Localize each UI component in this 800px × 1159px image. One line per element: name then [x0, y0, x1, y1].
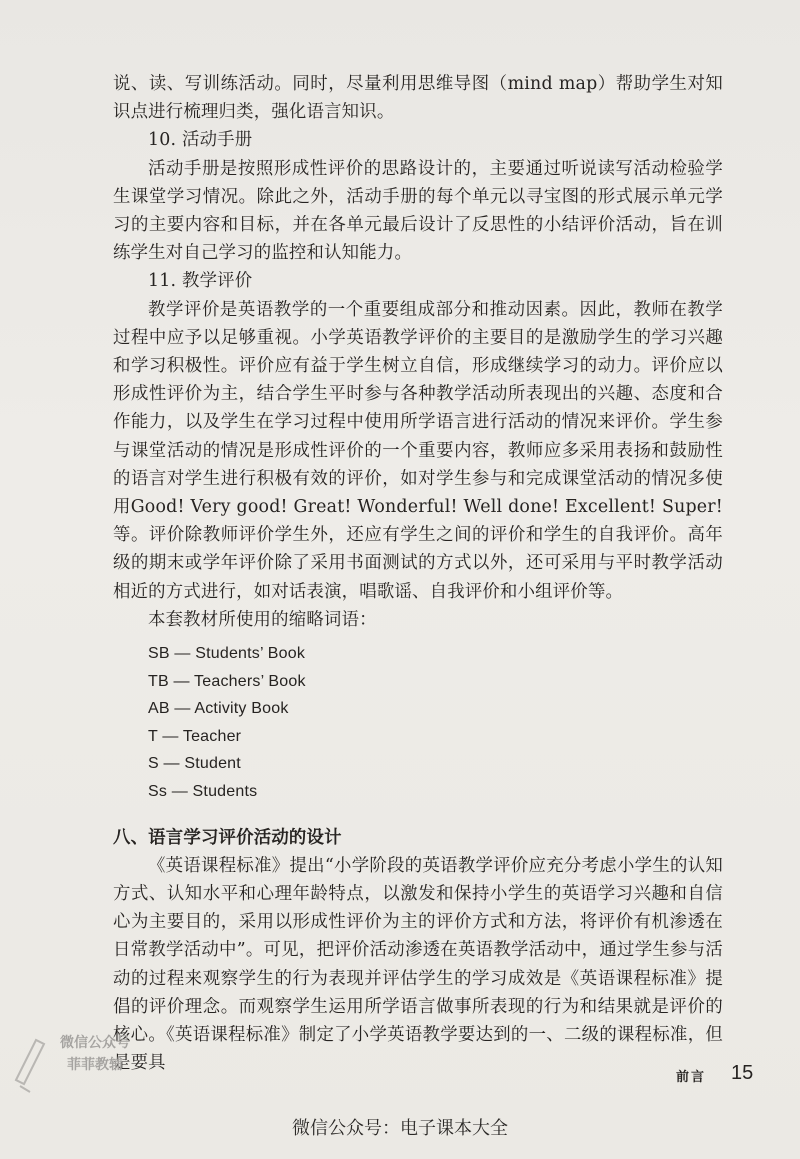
watermark-stamp-line2: 菲菲教辅 [67, 1057, 123, 1073]
paragraph-abbreviations-intro: 本套教材所使用的缩略词语： [148, 609, 377, 630]
page-number: 15 [731, 1062, 754, 1084]
running-footer-label: 前言 [676, 1070, 707, 1085]
watermark-stamp-line1: 微信公众号 [60, 1035, 130, 1051]
paragraph-teaching-evaluation: 教学评价是英语教学的一个重要组成部分和推动因素。因此，教师在教学过程中应予以足够重视。小学英语教学评价的主要目的是激励学生的学习兴趣和学习积极性。评价应有益于学生树立自信，形成继续学习的动力。评价应以形成性评价为主，结合学生平时参与各种教学活动所表现出的兴趣、态度和合作能力，以及学生在学习过程中使用所学语言进行活动的情况来评价。学生参与课堂活动的情况是形成性评价的一个重要内容，教师应多采用表扬和鼓励性的语言对学生进行积极有效的评价，如对学生参与和完成课堂活动的情况多使用Good! Very good! Great! Wonderful! Well done! Excellent! Super!等。评价除教师评价学生外，还应有学生之间的评价和学生的自我评价。高年级的期末或学年评价除了采用书面测试的方式以外，还可采用与平时教学活动相近的方式进行，如对话表演，唱歌谣、自我评价和小组评价等。 [113, 299, 723, 602]
page-content [113, 70, 723, 1077]
abbreviation-item: TB — Teachers’ Book [148, 672, 306, 690]
abbreviation-item: T — Teacher [148, 727, 242, 745]
abbreviation-item: S — Student [148, 755, 241, 773]
watermark-bottom-text: 微信公众号：电子课本大全 [292, 1118, 508, 1139]
paragraph-curriculum-standard: 《英语课程标准》提出“小学阶段的英语教学评价应充分考虑小学生的认知方式、认知水平和心理年龄特点，以激发和保持小学生的英语学习兴趣和自信心为主要目的，采用以形成性评价为主的评价方式和方法，将评价有机渗透在日常教学活动中”。可见，把评价活动渗透在英语教学活动中，通过学生参与活动的过程来观察学生的行为表现并评估学生的学习成效是《英语课程标准》提倡的评价理念。而观察学生运用所学语言做事所表现的行为和结果就是评价的核心。《英语课程标准》制定了小学英语教学要达到的一、二级的课程标准，但是要具 [113, 855, 723, 1074]
section-title-evaluation-design: 八、语言学习评价活动的设计 [113, 827, 342, 848]
heading-activity-book: 10. 活动手册 [148, 130, 253, 151]
heading-teaching-evaluation: 11. 教学评价 [148, 271, 253, 292]
abbreviation-item: AB — Activity Book [148, 700, 289, 718]
abbreviation-item: SB — Students’ Book [148, 645, 306, 663]
paragraph-mind-map: 说、读、写训练活动。同时，尽量利用思维导图（mind map）帮助学生对知识点进行梳理归类，强化语言知识。 [113, 74, 723, 123]
paragraph-activity-book: 活动手册是按照形成性评价的思路设计的，主要通过听说读写活动检验学生课堂学习情况。除此之外，活动手册的每个单元以寻宝图的形式展示单元学习的主要内容和目标，并在各单元最后设计了反思性的小结评价活动，旨在训练学生对自己学习的监控和认知能力。 [113, 158, 723, 264]
abbreviation-item: Ss — Students [148, 783, 258, 801]
